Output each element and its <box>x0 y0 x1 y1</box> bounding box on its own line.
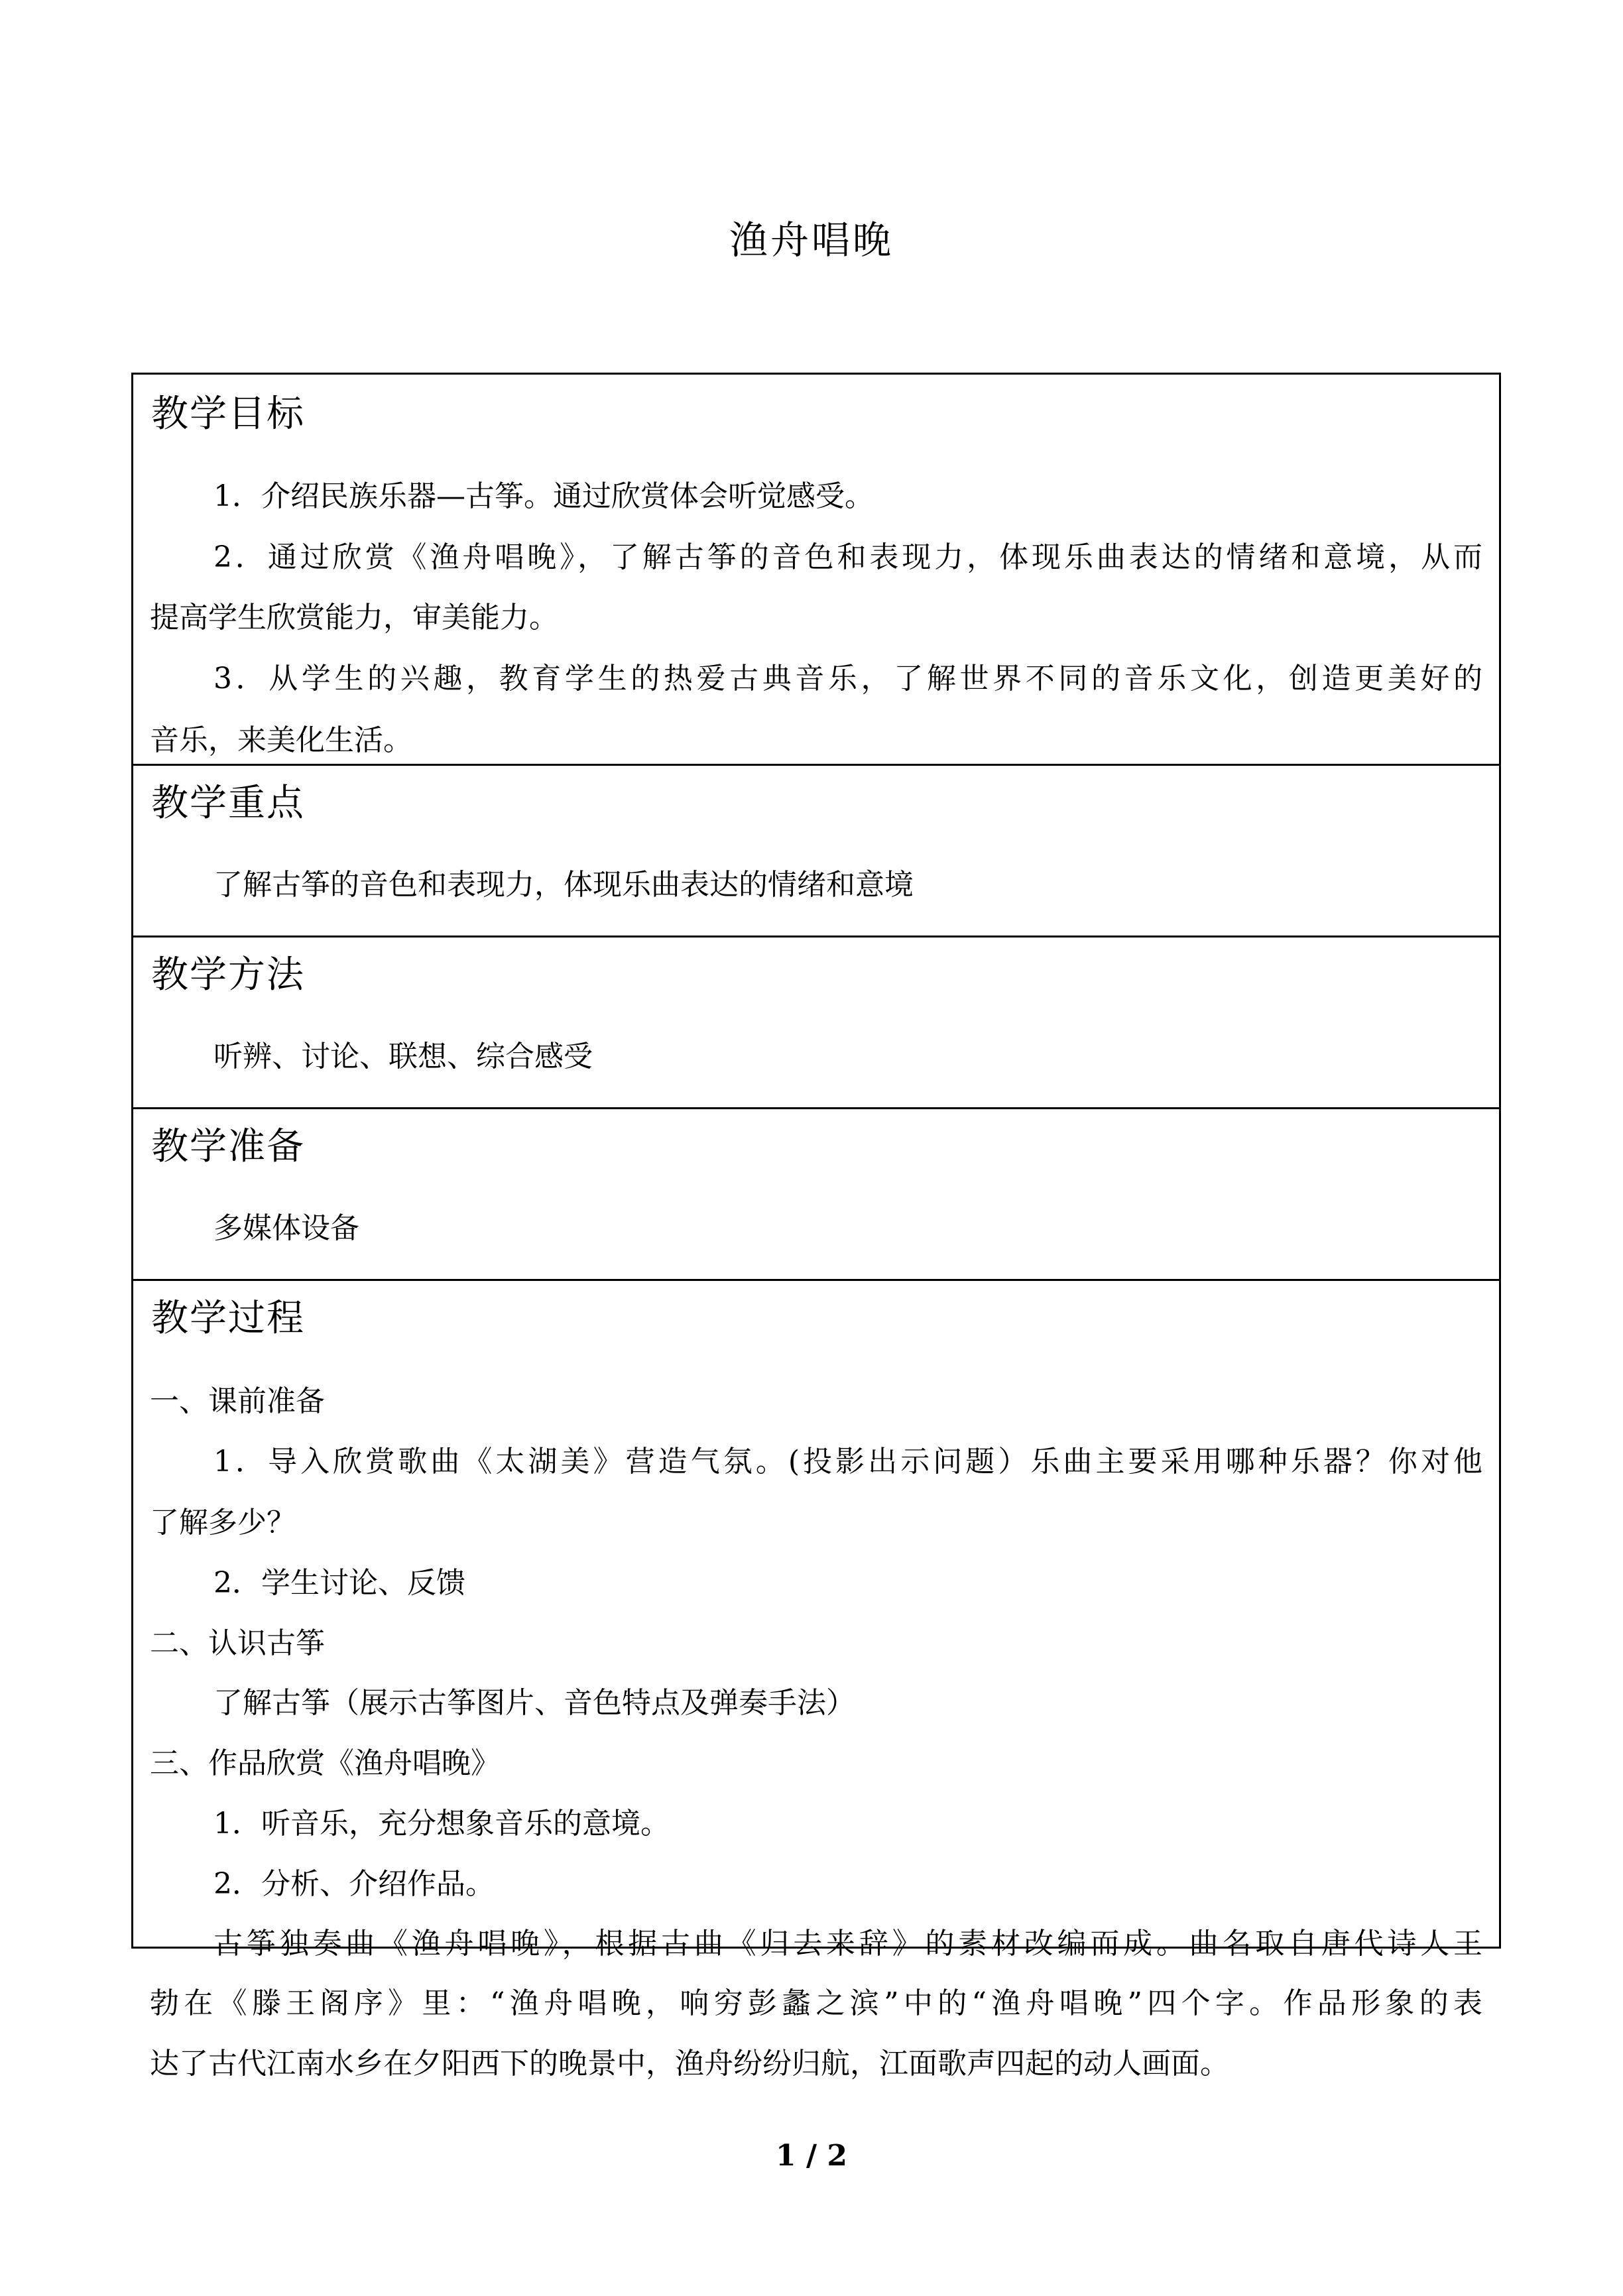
page-title: 渔舟唱晚 <box>729 217 894 263</box>
goal-line-3-cont: 音乐，来美化生活。 <box>150 723 412 757</box>
process-heading-2: 二、认识古筝 <box>150 1626 325 1660</box>
section-heading: 教学重点 <box>151 782 305 825</box>
goal-line-1: 1．介绍民族乐器—古筝。通过欣赏体会听觉感受。 <box>213 479 874 513</box>
process-line: 勃在《滕王阁序》里：“渔舟唱晚，响穷彭蠡之滨”中的“渔舟唱晚”四个字。作品形象的表 <box>150 1986 1482 2020</box>
section-teaching-process <box>133 1281 1499 2081</box>
keypoint-line: 了解古筝的音色和表现力，体现乐曲表达的情绪和意境 <box>213 868 914 902</box>
process-line: 2．分析、介绍作品。 <box>213 1867 495 1901</box>
section-teaching-preparation <box>133 1109 1499 1281</box>
process-line: 达了古代江南水乡在夕阳西下的晚景中，渔舟纷纷归航，江面歌声四起的动人画面。 <box>150 2047 1229 2081</box>
section-heading: 教学准备 <box>151 1125 305 1168</box>
section-teaching-methods <box>133 937 1499 1109</box>
section-key-points <box>133 766 1499 937</box>
process-line: 古筝独奏曲《渔舟唱晚》，根据古曲《归去来辞》的素材改编而成。曲名取自唐代诗人王 <box>213 1927 1482 1961</box>
lesson-plan-table <box>131 373 1501 2081</box>
section-teaching-goals <box>133 375 1499 766</box>
page-number: 1 / 2 <box>776 2139 847 2173</box>
section-heading: 教学方法 <box>151 953 305 997</box>
process-line: 了解古筝（展示古筝图片、音色特点及弹奏手法） <box>213 1686 855 1720</box>
process-line: 了解多少？ <box>150 1506 296 1540</box>
goal-line-2: 2．通过欣赏《渔舟唱晚》，了解古筝的音色和表现力，体现乐曲表达的情绪和意境，从而 <box>213 540 1482 574</box>
process-line: 1．听音乐，充分想象音乐的意境。 <box>213 1807 670 1841</box>
process-line: 1．导入欣赏歌曲《太湖美》营造气氛。(投影出示问题）乐曲主要采用哪种乐器？你对他 <box>213 1445 1482 1479</box>
goal-line-2-cont: 提高学生欣赏能力，审美能力。 <box>150 601 558 634</box>
process-heading-1: 一、课前准备 <box>150 1384 325 1418</box>
preparation-line: 多媒体设备 <box>213 1211 359 1245</box>
process-heading-3: 三、作品欣赏《渔舟唱晚》 <box>150 1746 500 1780</box>
section-heading: 教学目标 <box>151 393 305 436</box>
section-heading: 教学过程 <box>151 1297 305 1340</box>
method-line: 听辨、讨论、联想、综合感受 <box>213 1040 593 1073</box>
process-line: 2．学生讨论、反馈 <box>213 1566 465 1600</box>
goal-line-3: 3．从学生的兴趣，教育学生的热爱古典音乐，了解世界不同的音乐文化，创造更美好的 <box>213 662 1482 695</box>
